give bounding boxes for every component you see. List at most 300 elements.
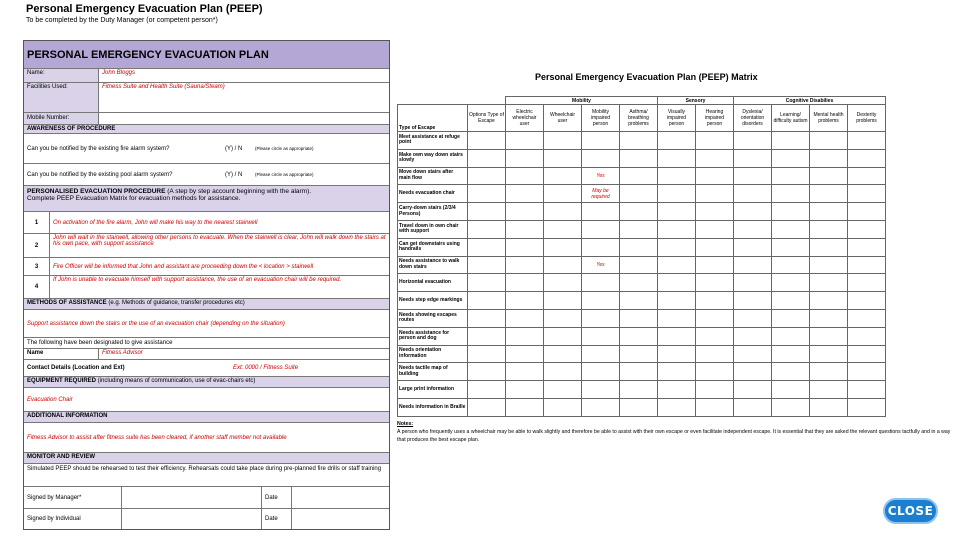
column-dyslexia: Dyslexia/ orientation disorders [734, 105, 772, 132]
column-mobility-impaired: Mobility impaired person [582, 105, 620, 132]
matrix-cell[interactable] [506, 167, 544, 185]
matrix-cell[interactable] [810, 292, 848, 310]
matrix-row [398, 185, 886, 203]
equipment-heading [24, 377, 389, 388]
matrix-options-spacer [468, 97, 506, 105]
matrix-row [398, 292, 886, 310]
facilities-label: Facilities Used: [24, 83, 99, 112]
matrix-cell[interactable] [620, 398, 658, 416]
step-number-2: 2 [24, 234, 50, 257]
signed-individual-label: Signed by Individual [24, 509, 122, 529]
matrix-cell[interactable] [696, 220, 734, 238]
equipment-value[interactable]: Evacuation Chair [24, 388, 389, 412]
matrix-cell-mobility-impaired[interactable] [582, 398, 620, 416]
matrix-cell[interactable] [696, 309, 734, 327]
matrix-cell[interactable] [658, 167, 696, 185]
matrix-title: Personal Emergency Evacuation Plan (PEEP) Matrix [535, 72, 758, 82]
methods-heading-note: (e.g. Methods of guidance, transfer procedures etc) [108, 300, 245, 306]
matrix-cell-mobility-impaired[interactable]: Yes [582, 167, 620, 185]
matrix-cell[interactable] [848, 327, 886, 345]
matrix-row [398, 327, 886, 345]
matrix-row-label: Needs orientation information [398, 345, 468, 363]
facilities-value[interactable]: Fitness Suite and Health Suite (Sauna/Steam) [102, 84, 225, 90]
step-number-3: 3 [24, 258, 50, 275]
matrix-cell[interactable] [620, 309, 658, 327]
matrix-cell[interactable] [696, 185, 734, 203]
matrix-cell[interactable] [772, 149, 810, 167]
matrix-cell[interactable] [468, 132, 506, 150]
matrix-cell[interactable] [772, 256, 810, 274]
column-options: Options Type of Escape [468, 105, 506, 132]
matrix-row-label: Needs assistance to walk down stairs [398, 256, 468, 274]
signed-manager-label: Signed by Manager* [24, 487, 122, 508]
individual-date-field[interactable] [292, 509, 389, 529]
equipment-heading-note: (including means of communication, use of evac-chairs etc) [97, 378, 256, 384]
matrix-cell[interactable] [544, 132, 582, 150]
matrix-cell[interactable] [468, 274, 506, 292]
matrix-cell[interactable] [848, 185, 886, 203]
matrix-cell[interactable] [658, 185, 696, 203]
matrix-cell[interactable] [848, 345, 886, 363]
matrix-cell[interactable] [620, 238, 658, 256]
fire-alarm-question: Can you be notified by the existing fire alarm system? [27, 145, 170, 152]
matrix-cell[interactable] [506, 292, 544, 310]
matrix-cell[interactable] [734, 256, 772, 274]
matrix-cell[interactable] [506, 381, 544, 399]
matrix-cell[interactable] [506, 327, 544, 345]
matrix-cell[interactable] [696, 167, 734, 185]
matrix-column-header-row [398, 105, 886, 132]
matrix-cell[interactable] [658, 256, 696, 274]
matrix-row [398, 256, 886, 274]
matrix-cell[interactable] [696, 274, 734, 292]
matrix-cell[interactable] [506, 238, 544, 256]
matrix-cell-mobility-impaired[interactable] [582, 238, 620, 256]
procedure-sub: Complete PEEP Evacuation Matrix for evacuation methods for assistance. [27, 195, 241, 202]
matrix-row-label: Needs step edge markings [398, 292, 468, 310]
matrix-row-label: Move down stairs after main flow [398, 167, 468, 185]
matrix-cell[interactable] [848, 309, 886, 327]
procedure-heading [24, 186, 389, 212]
notes-text: A person who frequently uses a wheelchair may be able to walk slightly and therefore be able to assist with their own escape or even facilitate independent escape. It is essential that they are asked the relevant questions tactfully and in a way that produces the best escape plan. [397, 428, 951, 443]
matrix-cell[interactable] [658, 238, 696, 256]
matrix-cell[interactable] [848, 220, 886, 238]
matrix-cell-mobility-impaired[interactable] [582, 203, 620, 221]
additional-heading: ADDITIONAL INFORMATION [24, 412, 389, 423]
column-asthma: Asthma/ breathing problems [620, 105, 658, 132]
matrix-cell[interactable] [696, 132, 734, 150]
column-electric-wheelchair: Electric wheelchair user [506, 105, 544, 132]
equipment-heading-text: EQUIPMENT REQUIRED [27, 378, 97, 384]
individual-date-label: Date [262, 509, 292, 529]
matrix-cell[interactable] [506, 185, 544, 203]
matrix-row [398, 167, 886, 185]
matrix-cell[interactable] [468, 381, 506, 399]
matrix-cell[interactable] [544, 363, 582, 381]
column-hearing-impaired: Hearing impaired person [696, 105, 734, 132]
matrix-cell-mobility-impaired[interactable] [582, 132, 620, 150]
matrix-cell[interactable] [810, 132, 848, 150]
matrix-cell[interactable] [544, 149, 582, 167]
matrix-row-label: Needs information in Braille [398, 398, 468, 416]
matrix-cell[interactable] [620, 363, 658, 381]
matrix-cell[interactable] [468, 292, 506, 310]
matrix-cell[interactable] [544, 256, 582, 274]
matrix-cell[interactable] [772, 274, 810, 292]
procedure-heading-text: PERSONALISED EVACUATION PROCEDURE [27, 188, 166, 195]
matrix-cell[interactable] [696, 149, 734, 167]
step-text-3[interactable]: Fire Officer will be informed that John and assistant are proceeding down the < location > stairwell [53, 263, 314, 270]
matrix-cell[interactable] [468, 220, 506, 238]
matrix-cell[interactable] [696, 327, 734, 345]
matrix-cell[interactable] [734, 185, 772, 203]
matrix-cell[interactable] [848, 274, 886, 292]
step-text-4[interactable]: If John is unable to evacuate himself with support assistance, the use of an evacuation chair will be required. [53, 277, 342, 283]
matrix-row-label: Can get downstairs using handrails [398, 238, 468, 256]
manager-date-label: Date [262, 487, 292, 508]
matrix-cell[interactable] [696, 345, 734, 363]
matrix-row [398, 345, 886, 363]
matrix-cell[interactable] [658, 132, 696, 150]
pool-alarm-question: Can you be notified by the existing pool alarm system? [27, 171, 173, 178]
matrix-row-label: Needs evacuation chair [398, 185, 468, 203]
matrix-cell[interactable] [658, 203, 696, 221]
matrix-row [398, 149, 886, 167]
matrix-cell[interactable] [772, 185, 810, 203]
matrix-cell[interactable] [734, 203, 772, 221]
matrix-cell[interactable] [658, 149, 696, 167]
matrix-cell[interactable] [734, 327, 772, 345]
matrix-cell[interactable] [468, 345, 506, 363]
contact-row [24, 360, 389, 377]
matrix-cell-mobility-impaired[interactable] [582, 363, 620, 381]
assistant-name-label: Name [24, 349, 99, 359]
matrix-cell[interactable] [544, 167, 582, 185]
matrix-corner [398, 97, 468, 105]
matrix-cell[interactable] [734, 345, 772, 363]
matrix-cell[interactable] [620, 185, 658, 203]
matrix-cell[interactable] [658, 363, 696, 381]
procedure-heading-note: (A step by step account beginning with the alarm). [167, 188, 312, 195]
pool-alarm-option[interactable]: (Y) / N [225, 171, 243, 178]
matrix-cell[interactable] [772, 398, 810, 416]
matrix-cell[interactable] [810, 238, 848, 256]
group-sensory: Sensory [658, 97, 734, 105]
matrix-cell[interactable] [620, 167, 658, 185]
matrix-cell[interactable] [544, 238, 582, 256]
matrix-cell[interactable] [810, 381, 848, 399]
step-number-1: 1 [24, 212, 50, 233]
matrix-cell-mobility-impaired[interactable] [582, 327, 620, 345]
group-mobility: Mobility [506, 97, 658, 105]
signed-manager-row [24, 487, 389, 509]
matrix-cell-mobility-impaired[interactable] [582, 345, 620, 363]
column-wheelchair: Wheelchair user [544, 105, 582, 132]
matrix-row-label: Needs assistance for person and dog [398, 327, 468, 345]
matrix-cell[interactable] [468, 203, 506, 221]
matrix-cell[interactable] [620, 149, 658, 167]
matrix-cell[interactable] [506, 220, 544, 238]
matrix-row [398, 274, 886, 292]
matrix-cell[interactable] [848, 203, 886, 221]
monitor-text: Simulated PEEP should be rehearsed to test their efficiency. Rehearsals could take place during pre-planned fire drills or staff training [24, 464, 389, 487]
mobile-value[interactable] [99, 113, 105, 124]
matrix-cell[interactable] [506, 132, 544, 150]
matrix-row [398, 220, 886, 238]
matrix-row [398, 381, 886, 399]
matrix-cell[interactable] [696, 238, 734, 256]
matrix-cell[interactable] [772, 381, 810, 399]
matrix-cell[interactable] [620, 132, 658, 150]
close-button[interactable]: CLOSE [883, 498, 938, 524]
matrix-cell[interactable] [620, 256, 658, 274]
matrix-cell[interactable] [620, 220, 658, 238]
matrix-cell[interactable] [810, 327, 848, 345]
matrix-cell[interactable] [544, 185, 582, 203]
column-learning-difficulty: Learning/ difficulty autism [772, 105, 810, 132]
matrix-cell[interactable] [544, 292, 582, 310]
matrix-cell[interactable] [734, 167, 772, 185]
matrix-cell[interactable] [772, 238, 810, 256]
matrix-cell[interactable] [506, 274, 544, 292]
matrix-cell[interactable] [734, 398, 772, 416]
step-row-1 [24, 212, 389, 234]
matrix-cell[interactable] [772, 167, 810, 185]
matrix-cell[interactable] [810, 345, 848, 363]
matrix-cell[interactable] [772, 132, 810, 150]
matrix-cell[interactable] [620, 274, 658, 292]
column-dexterity: Dexterity problems [848, 105, 886, 132]
matrix-cell[interactable] [658, 327, 696, 345]
matrix-cell[interactable] [506, 398, 544, 416]
matrix-cell[interactable] [620, 203, 658, 221]
matrix-cell-mobility-impaired[interactable]: Yes [582, 256, 620, 274]
matrix-cell[interactable] [544, 398, 582, 416]
matrix-cell[interactable] [772, 309, 810, 327]
matrix-cell[interactable] [848, 238, 886, 256]
matrix-cell[interactable] [810, 149, 848, 167]
document-subtitle: To be completed by the Duty Manager (or competent person*) [26, 17, 218, 24]
fire-alarm-note: (Please circle as appropriate) [255, 146, 314, 151]
matrix-row-label: Needs showing escapes routes [398, 309, 468, 327]
matrix-cell[interactable] [772, 363, 810, 381]
step-text-1[interactable]: On activation of the fire alarm, John will make his way to the nearest stairwell [53, 219, 258, 226]
matrix-cell[interactable] [810, 309, 848, 327]
matrix-cell[interactable] [544, 327, 582, 345]
matrix-cell[interactable] [772, 220, 810, 238]
matrix-cell[interactable] [734, 292, 772, 310]
matrix-row [398, 398, 886, 416]
step-text-2[interactable]: John will wait in the stairwell, allowing other persons to evacuate. When the stairwell is clear, John will walk down the stairs at his own pace, with support assistance [53, 235, 386, 247]
methods-heading-text: METHODS OF ASSISTANCE [27, 300, 107, 306]
designated-text: The following have been designated to give assistance [24, 338, 389, 349]
matrix-cell[interactable] [506, 363, 544, 381]
matrix-cell[interactable] [468, 327, 506, 345]
matrix-cell[interactable] [544, 274, 582, 292]
matrix-row-label: Travel down in own chair with support [398, 220, 468, 238]
matrix-cell[interactable] [696, 203, 734, 221]
matrix-cell[interactable] [468, 185, 506, 203]
matrix-cell[interactable] [506, 149, 544, 167]
matrix-cell[interactable] [848, 398, 886, 416]
facilities-row [24, 83, 389, 113]
matrix-cell[interactable] [848, 167, 886, 185]
matrix-cell[interactable] [658, 398, 696, 416]
matrix-cell[interactable] [696, 256, 734, 274]
matrix-row-label: Needs tactile map of building [398, 363, 468, 381]
pool-alarm-note: (Please circle as appropriate) [255, 172, 314, 177]
assistant-name-row [24, 349, 389, 360]
group-cognitive: Cognitive Disabilies [734, 97, 886, 105]
name-row [24, 69, 389, 83]
awareness-heading: AWARENESS OF PROCEDURE [24, 125, 389, 134]
matrix-cell[interactable] [658, 309, 696, 327]
matrix-row-label: Make own way down stairs slowly [398, 149, 468, 167]
matrix-row [398, 363, 886, 381]
matrix-cell[interactable] [506, 203, 544, 221]
matrix-cell[interactable] [506, 256, 544, 274]
matrix-cell[interactable] [734, 238, 772, 256]
fire-alarm-row [24, 134, 389, 164]
matrix-row-label: Large print information [398, 381, 468, 399]
matrix-row [398, 238, 886, 256]
matrix-cell[interactable] [506, 309, 544, 327]
matrix-cell-mobility-impaired[interactable] [582, 149, 620, 167]
matrix-cell[interactable] [848, 132, 886, 150]
matrix-cell[interactable] [544, 345, 582, 363]
matrix-cell[interactable] [810, 185, 848, 203]
step-number-4: 4 [24, 276, 50, 298]
matrix-cell[interactable] [734, 220, 772, 238]
signed-individual-row [24, 509, 389, 529]
fire-alarm-option[interactable]: (Y) / N [225, 145, 243, 152]
manager-date-field[interactable] [292, 487, 389, 508]
name-label: Name: [24, 69, 99, 82]
matrix-cell[interactable] [696, 292, 734, 310]
column-visually-impaired: Visually impaired person [658, 105, 696, 132]
matrix-row [398, 309, 886, 327]
matrix-cell-mobility-impaired[interactable] [582, 309, 620, 327]
matrix-row-label: Carry-down stairs (2/3/4 Persons) [398, 203, 468, 221]
matrix-cell[interactable] [468, 398, 506, 416]
peep-matrix-table [397, 96, 886, 417]
matrix-cell[interactable] [772, 203, 810, 221]
matrix-cell[interactable] [468, 149, 506, 167]
matrix-cell[interactable] [848, 256, 886, 274]
form-banner-text: PERSONAL EMERGENCY EVACUATION PLAN [27, 48, 269, 61]
matrix-body [398, 132, 886, 417]
matrix-cell[interactable] [810, 167, 848, 185]
matrix-cell[interactable] [506, 345, 544, 363]
matrix-cell[interactable] [734, 132, 772, 150]
matrix-row-label: Horizontal evacuation [398, 274, 468, 292]
matrix-cell[interactable] [468, 167, 506, 185]
matrix-cell[interactable] [620, 381, 658, 399]
manager-signature-field[interactable] [122, 487, 262, 508]
methods-heading [24, 299, 389, 310]
form-banner [24, 41, 389, 69]
step-row-4 [24, 276, 389, 299]
matrix-cell[interactable] [772, 327, 810, 345]
matrix-cell[interactable] [810, 203, 848, 221]
column-type-of-escape: Type of Escape [398, 105, 468, 132]
methods-value[interactable]: Support assistance down the stairs or the use of an evacuation chair (depending on the situation) [24, 310, 389, 338]
document-title: Personal Emergency Evacuation Plan (PEEP) [26, 3, 263, 15]
matrix-cell[interactable] [810, 256, 848, 274]
monitor-heading: MONITOR AND REVIEW [24, 453, 389, 464]
matrix-cell-mobility-impaired[interactable] [582, 220, 620, 238]
matrix-cell[interactable] [696, 398, 734, 416]
matrix-cell[interactable] [772, 292, 810, 310]
individual-signature-field[interactable] [122, 509, 262, 529]
notes-heading: Notes: [397, 421, 414, 427]
matrix-cell[interactable] [620, 327, 658, 345]
matrix-cell[interactable] [734, 149, 772, 167]
matrix-cell[interactable] [848, 381, 886, 399]
matrix-cell[interactable] [468, 256, 506, 274]
pool-alarm-row [24, 164, 389, 186]
column-mental-health: Mental health problems [810, 105, 848, 132]
matrix-cell[interactable] [810, 398, 848, 416]
mobile-label: Mobile Number: [24, 113, 99, 124]
mobile-row [24, 113, 389, 125]
matrix-cell[interactable] [772, 345, 810, 363]
matrix-cell[interactable] [468, 238, 506, 256]
matrix-cell[interactable] [734, 274, 772, 292]
matrix-cell-mobility-impaired[interactable] [582, 381, 620, 399]
matrix-cell[interactable] [544, 309, 582, 327]
matrix-cell[interactable] [658, 345, 696, 363]
matrix-cell[interactable] [658, 292, 696, 310]
matrix-cell[interactable] [620, 345, 658, 363]
matrix-cell[interactable] [620, 292, 658, 310]
matrix-cell[interactable] [544, 220, 582, 238]
matrix-row [398, 132, 886, 150]
matrix-cell[interactable] [810, 363, 848, 381]
matrix-cell-mobility-impaired[interactable] [582, 274, 620, 292]
additional-value[interactable]: Fitness Advisor to assist after fitness suite has been cleared, if another staff member not available [24, 423, 389, 453]
name-value[interactable]: John Bloggs [102, 70, 136, 76]
matrix-cell[interactable] [658, 381, 696, 399]
contact-value[interactable]: Ext: 0000 / Fitness Suite [233, 365, 299, 371]
matrix-cell[interactable] [696, 381, 734, 399]
matrix-cell-mobility-impaired[interactable]: May be required [582, 185, 620, 203]
matrix-group-row [398, 97, 886, 105]
matrix-cell[interactable] [468, 363, 506, 381]
matrix-cell[interactable] [810, 274, 848, 292]
matrix-cell[interactable] [658, 274, 696, 292]
matrix-row [398, 203, 886, 221]
step-row-2 [24, 234, 389, 258]
matrix-cell[interactable] [734, 363, 772, 381]
matrix-cell[interactable] [734, 381, 772, 399]
matrix-cell[interactable] [848, 363, 886, 381]
matrix-cell[interactable] [734, 309, 772, 327]
peep-form [23, 40, 390, 530]
assistant-name-value[interactable]: Fitness Advisor [102, 350, 143, 356]
matrix-notes [397, 421, 957, 444]
matrix-cell[interactable] [848, 149, 886, 167]
matrix-cell[interactable] [468, 309, 506, 327]
matrix-cell[interactable] [544, 203, 582, 221]
contact-label: Contact Details (Location and Ext) [27, 365, 125, 371]
matrix-cell[interactable] [658, 220, 696, 238]
matrix-cell[interactable] [810, 220, 848, 238]
matrix-cell[interactable] [848, 292, 886, 310]
matrix-cell[interactable] [696, 363, 734, 381]
matrix-cell[interactable] [544, 381, 582, 399]
matrix-cell-mobility-impaired[interactable] [582, 292, 620, 310]
